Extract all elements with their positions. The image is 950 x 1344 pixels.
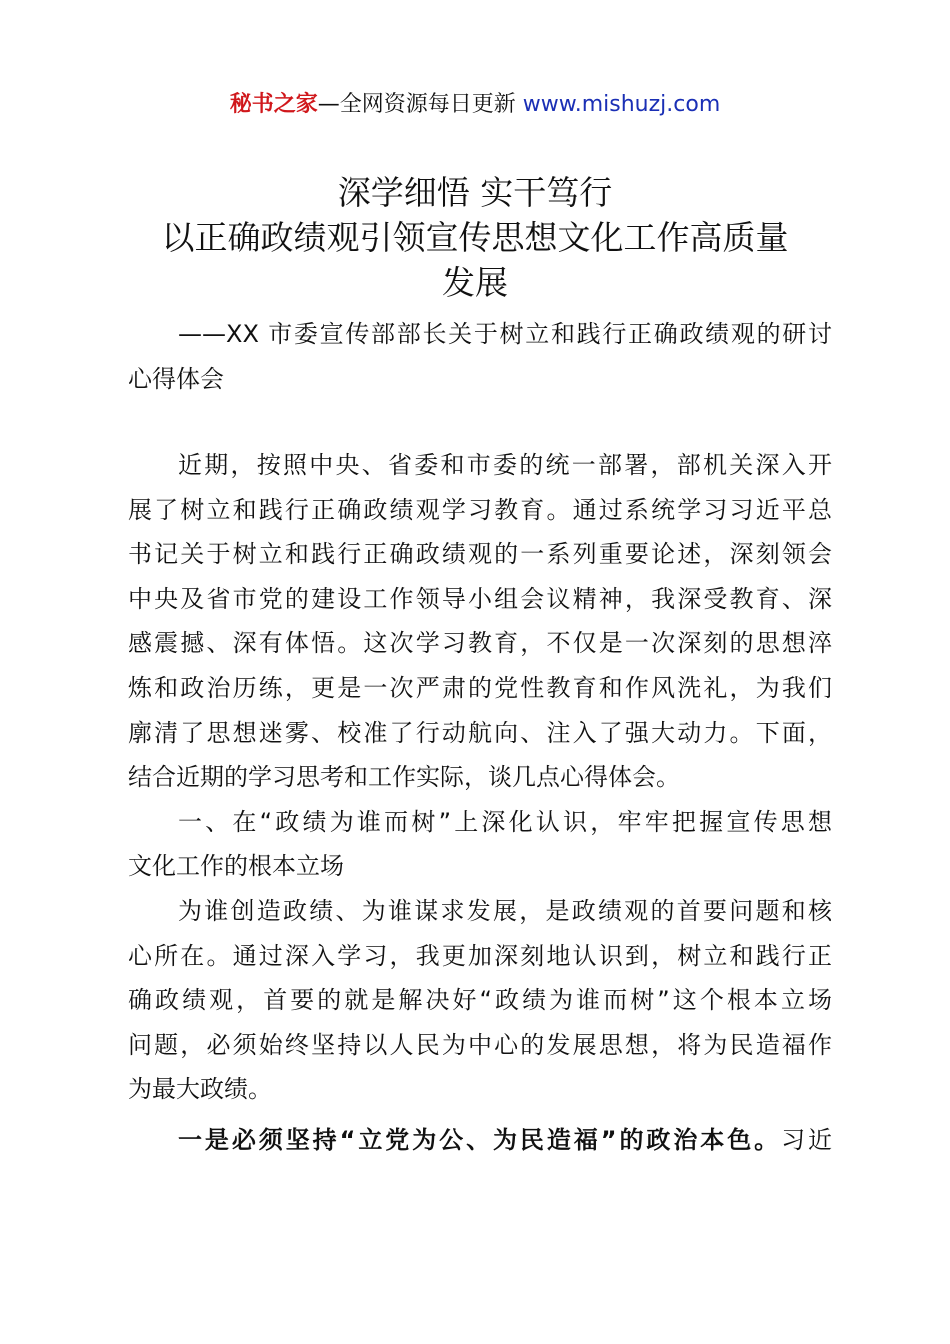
subtitle-line-1: ——XX 市委宣传部部长关于树立和践行正确政绩观的研讨 bbox=[178, 320, 832, 348]
paragraph-1-line-6: 炼和政治历练，更是一次严肃的党性教育和作风洗礼，为我们 bbox=[128, 673, 832, 702]
brand-name: 秘书之家 bbox=[229, 92, 318, 117]
paragraph-1-line-1: 近期，按照中央、省委和市委的统一部署，部机关深入开 bbox=[178, 451, 832, 479]
paragraph-3-bold-lead: 一是必须坚持“立党为公、为民造福”的政治本色。 bbox=[178, 1125, 782, 1154]
paragraph-3-line-1 bbox=[128, 1118, 832, 1163]
document-title bbox=[100, 170, 850, 305]
subtitle-line-2: 心得体会 bbox=[128, 364, 224, 393]
paragraph-2-line-1: 为谁创造政绩、为谁谋求发展，是政绩观的首要问题和核 bbox=[178, 896, 832, 925]
section-heading-1-line-1: 一、在“政绩为谁而树”上深化认识，牢牢把握宣传思想 bbox=[178, 807, 832, 836]
paragraph-2-line-3: 确政绩观，首要的就是解决好“政绩为谁而树”这个根本立场 bbox=[128, 986, 832, 1015]
paragraph-1-line-2: 展了树立和践行正确政绩观学习教育。通过系统学习习近平总 bbox=[128, 495, 832, 524]
paragraph-3-rest: 习近 bbox=[781, 1125, 833, 1154]
paragraph-2-line-5: 为最大政绩。 bbox=[128, 1075, 272, 1104]
section-heading-1-line-2: 文化工作的根本立场 bbox=[128, 852, 344, 881]
paragraph-2-line-2: 心所在。通过深入学习，我更加深刻地认识到，树立和践行正 bbox=[128, 941, 832, 970]
document-body bbox=[128, 443, 832, 1163]
paragraph-1-line-5: 感震撼、深有体悟。这次学习教育，不仅是一次深刻的思想淬 bbox=[128, 629, 832, 658]
paragraph-1-line-7: 廓清了思想迷雾、校准了行动航向、注入了强大动力。下面， bbox=[128, 718, 832, 747]
title-line-3: 发展 bbox=[442, 263, 508, 302]
paragraph-1-line-8: 结合近期的学习思考和工作实际，谈几点心得体会。 bbox=[128, 763, 680, 792]
header-tagline: —全网资源每日更新 bbox=[317, 92, 523, 117]
title-line-1: 深学细悟 实干笃行 bbox=[337, 173, 613, 212]
site-header bbox=[0, 88, 950, 122]
paragraph-1-line-4: 中央及省市党的建设工作领导小组会议精神，我深受教育、深 bbox=[128, 584, 832, 613]
title-line-2: 以正确政绩观引领宣传思想文化工作高质量 bbox=[161, 218, 789, 257]
paragraph-2-line-4: 问题，必须始终坚持以人民为中心的发展思想，将为民造福作 bbox=[128, 1030, 832, 1059]
site-url-link[interactable]: www.mishuzj.com bbox=[522, 92, 721, 117]
document-subtitle bbox=[128, 312, 832, 401]
paragraph-1-line-3: 书记关于树立和践行正确政绩观的一系列重要论述，深刻领会 bbox=[128, 540, 832, 569]
